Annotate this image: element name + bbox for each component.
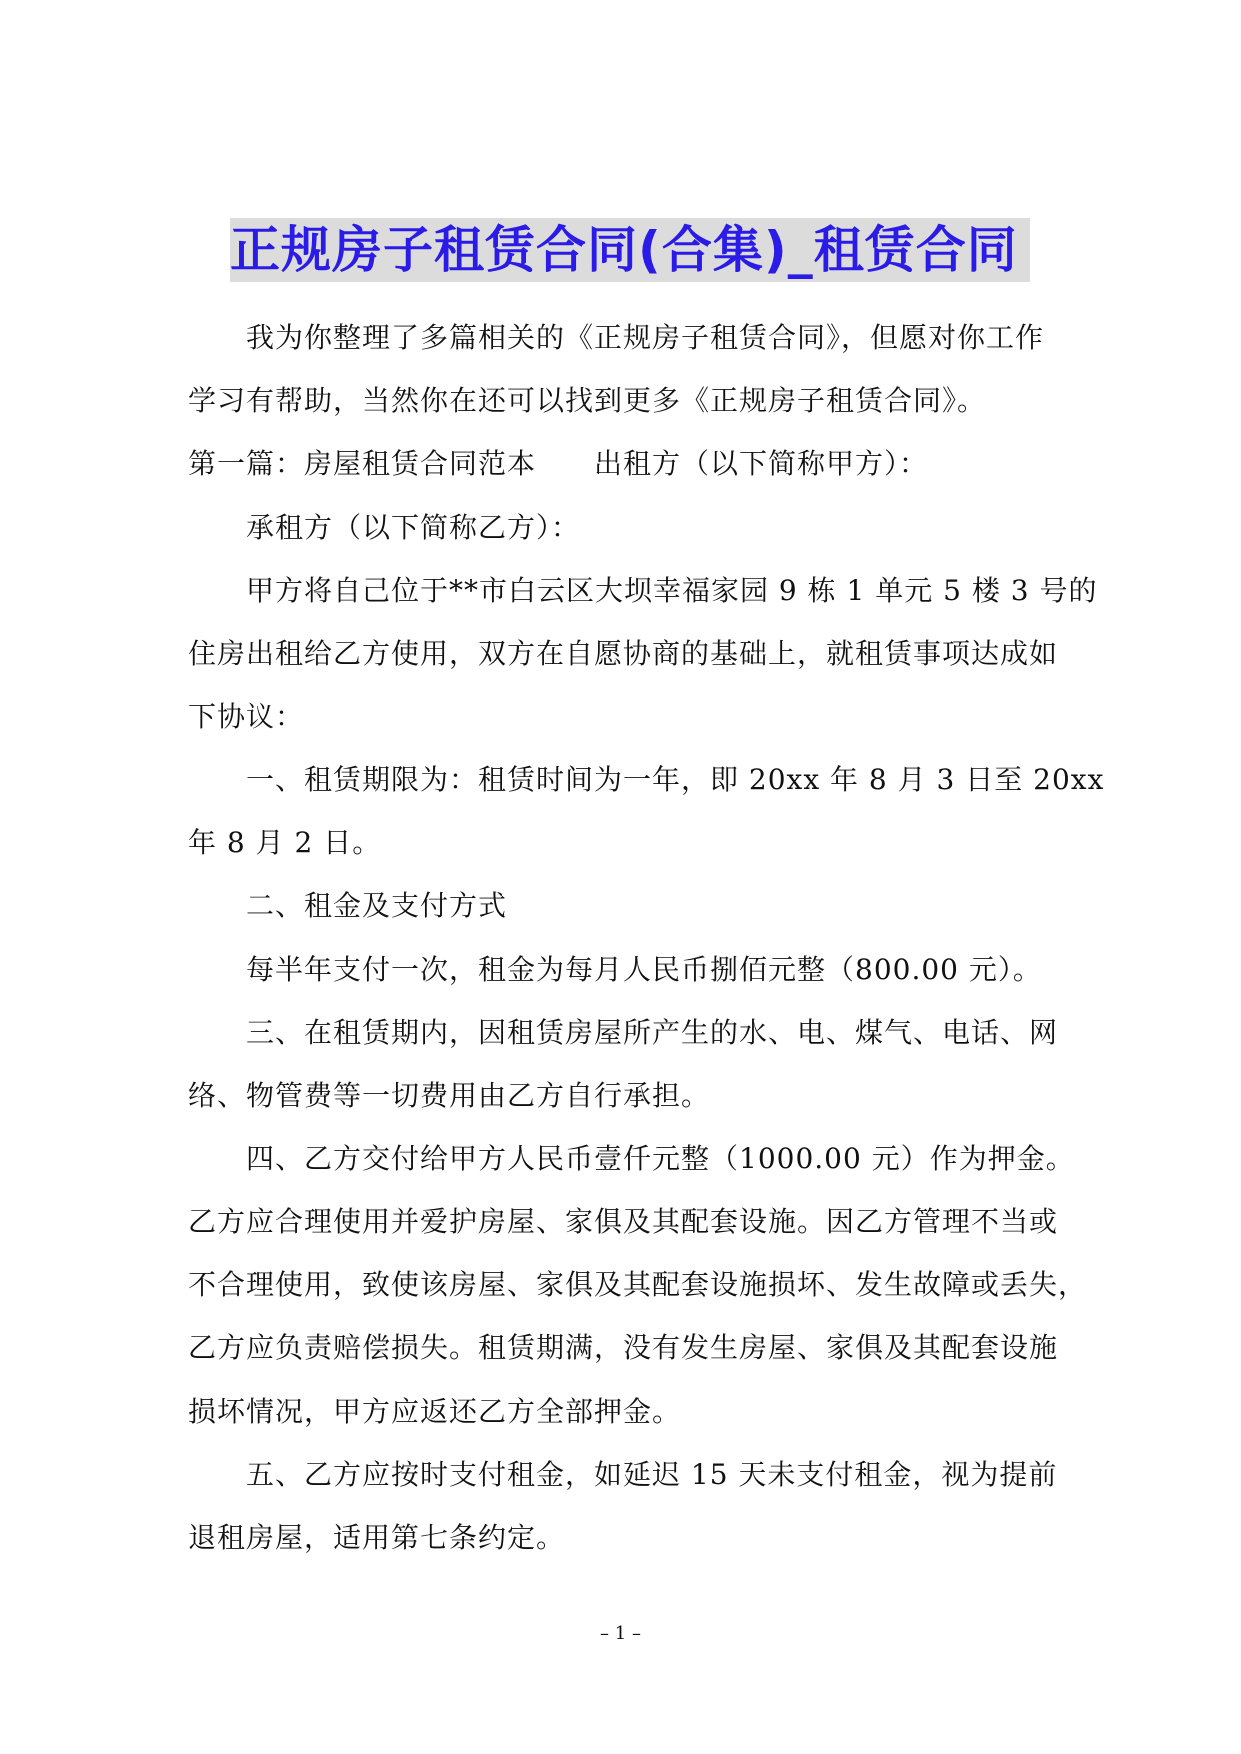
paragraph-line: 五、乙方应按时支付租金，如延迟 15 天未支付租金，视为提前 <box>246 1458 1058 1491</box>
paragraph-line: 一、租赁期限为：租赁时间为一年，即 20xx 年 8 月 3 日至 20xx <box>246 763 1105 796</box>
paragraph-line: 第一篇：房屋租赁合同范本 出租方（以下简称甲方）： <box>188 447 929 480</box>
document-title: 正规房子租赁合同(合集)_租赁合同 <box>230 221 1018 279</box>
paragraph-line: 下协议： <box>188 700 305 733</box>
paragraph-line: 乙方应负责赔偿损失。租赁期满，没有发生房屋、家俱及其配套设施 <box>188 1331 1059 1364</box>
paragraph-line: 年 8 月 2 日。 <box>188 826 382 859</box>
paragraph-line: 学习有帮助，当然你在还可以找到更多《正规房子租赁合同》。 <box>188 384 987 417</box>
paragraph-line: 甲方将自己位于**市白云区大坝幸福家园 9 栋 1 单元 5 楼 3 号的 <box>246 574 1098 607</box>
paragraph-line: 承租方（以下简称乙方）： <box>246 511 581 544</box>
paragraph-line: 不合理使用，致使该房屋、家俱及其配套设施损坏、发生故障或丢失， <box>188 1268 1088 1301</box>
paragraph-line: 乙方应合理使用并爱护房屋、家俱及其配套设施。因乙方管理不当或 <box>188 1205 1059 1238</box>
paragraph-line: 退租房屋，适用第七条约定。 <box>188 1521 566 1554</box>
paragraph-line: 二、租金及支付方式 <box>246 889 508 922</box>
paragraph-line: 三、在租赁期内，因租赁房屋所产生的水、电、煤气、电话、网 <box>246 1016 1059 1049</box>
paragraph-line: 我为你整理了多篇相关的《正规房子租赁合同》，但愿对你工作 <box>246 321 1045 354</box>
paragraph-line: 四、乙方交付给甲方人民币壹仟元整（1000.00 元）作为押金。 <box>246 1142 1075 1175</box>
paragraph-line: 每半年支付一次，租金为每月人民币捌佰元整（800.00 元）。 <box>246 953 1042 986</box>
paragraph-line: 络、物管费等一切费用由乙方自行承担。 <box>188 1079 711 1112</box>
paragraph-line: 损坏情况，甲方应返还乙方全部押金。 <box>188 1395 682 1428</box>
paragraph-line: 住房出租给乙方使用，双方在自愿协商的基础上，就租赁事项达成如 <box>188 637 1059 670</box>
page-number: – 1 – <box>600 1623 641 1644</box>
